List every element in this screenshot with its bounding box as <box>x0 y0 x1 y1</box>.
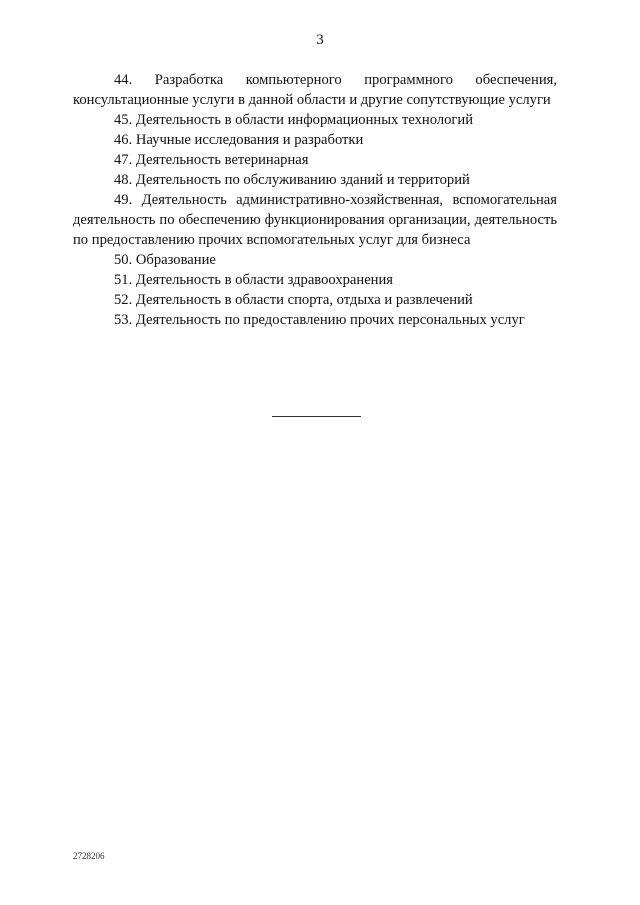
list-item: 48. Деятельность по обслуживанию зданий и территорий <box>114 172 470 188</box>
end-divider <box>272 416 361 417</box>
activity-list <box>73 70 557 330</box>
list-item: 53. Деятельность по предоставлению прочих персональных услуг <box>114 312 525 328</box>
page-number: 3 <box>316 32 324 48</box>
list-item: 44. Разработка компьютерного программного обеспечения, консультационные услуги в данной области и другие сопутствующие услуги <box>73 72 557 108</box>
list-item: 50. Образование <box>114 252 216 268</box>
list-item: 49. Деятельность административно-хозяйственная, вспомогательная деятельность по обеспечению функционирования организации, деятельность по предоставлению прочих вспомогательных услуг для бизнеса <box>73 192 557 248</box>
list-item: 51. Деятельность в области здравоохранения <box>114 272 394 288</box>
document-code: 2728206 <box>73 851 105 861</box>
list-item: 45. Деятельность в области информационных технологий <box>114 112 474 128</box>
list-item: 46. Научные исследования и разработки <box>114 132 364 148</box>
list-item: 52. Деятельность в области спорта, отдыха и развлечений <box>114 292 473 308</box>
list-item: 47. Деятельность ветеринарная <box>114 152 309 168</box>
